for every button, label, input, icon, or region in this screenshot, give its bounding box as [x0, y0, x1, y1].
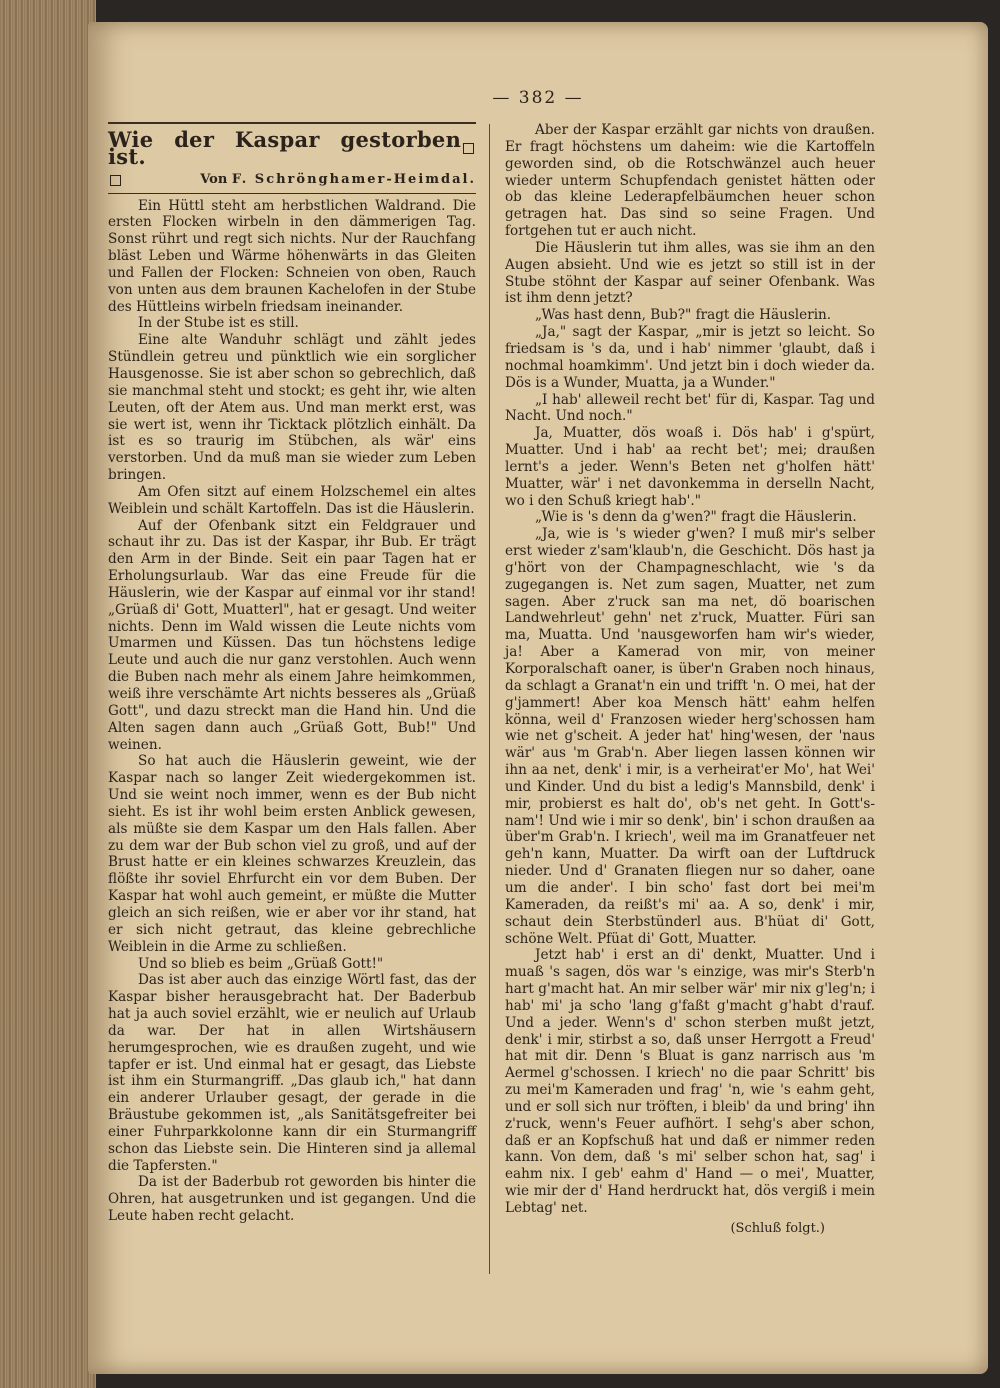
paragraph: „I hab' alleweil recht bet' für di, Kaspar. Tag und Nacht. Und noch.": [505, 391, 875, 425]
paragraph: „Wie is 's denn da g'wen?" fragt die Häuslerin.: [535, 509, 857, 526]
top-rule: [108, 122, 476, 124]
paragraph: Eine alte Wanduhr schlägt und zählt jedes Stündlein getreu und pünktlich wie ein sorglicher Hausgenosse. Sie ist aber schon so gebrechlich, daß sie manchmal steht und stockt; es geht ihr, wie alten Leuten, oft der Atem aus. Und man merkt erst, was sie wert ist, wenn ihr Ticktack plötzlich einhält. Da ist es so traurig im Stübchen, als wär' eins verstorben. Und da muß man sie wieder zum Leben bringen.: [108, 332, 476, 484]
paragraph: „Was hast denn, Bub?" fragt die Häuslerin.: [535, 307, 832, 324]
paragraph: Ja, Muatter, dös woaß i. Dös hab' i g'spürt, Muatter. Und i hab' aa recht bet'; mei; draußen lernt's a jeder. Wenn's Beten net g'holfen hätt' Muatter, wär' i net davonkemma in derselln Nacht, wo i den Schuß kriegt hab'.": [505, 425, 875, 509]
byline-author: F. Schrönghamer-Heimdal.: [231, 171, 476, 187]
paragraph: So hat auch die Häuslerin geweint, wie der Kaspar nach so langer Zeit wiedergekommen ist. Und sie weint noch immer, wenn es der Bub nicht sieht. Es ist ihr wohl beim ersten Anblick gewesen, als müßte sie dem Kaspar um den Hals fallen. Aber zu dem war der Bub schon viel zu groß, und auf der Brust hatte er ein kleines schwarzes Kreuzlein, das flößte ihr soviel Ehrfurcht ein vor dem Buben. Der Kaspar hat wohl auch gemeint, er müßte die Mutter gleich an sich reißen, wie er aber vor ihr stand, hat er sich nicht getraut, das kleine gebrechliche Weiblein in die Arme zu schließen.: [108, 753, 476, 955]
closing-note: (Schluß folgt.): [730, 1220, 825, 1236]
paragraph: „Ja," sagt der Kaspar, „mir is jetzt so leicht. So friedsam is 's da, und i hab' nimmer 'glaubt, daß i nochmal hoamkimm'. Und jetzt bin i doch wieder da. Dös is a Wunder, Muatta, ja a Wunder.": [505, 324, 875, 391]
byline-prefix: Von: [200, 171, 228, 187]
book-page-edges: [0, 0, 96, 1388]
right-column: [505, 122, 875, 1238]
title-row: [108, 127, 476, 169]
paragraph: In der Stube ist es still.: [138, 315, 299, 332]
paragraph: Aber der Kaspar erzählt gar nichts von draußen. Er fragt höchstens um daheim: wie die Kartoffeln geworden sind, ob die Rotschwänzel auch heuer wieder unterm Schupfendach genistet hätten oder ob das kleine Lederapfelbäumchen heuer schon getragen hat. Das sind so seine Fragen. Und fortgehen tut er auch nicht.: [505, 122, 875, 240]
paragraph: Ein Hüttl steht am herbstlichen Waldrand. Die ersten Flocken wirbeln in den dämmerigen Tag. Sonst rührt und regt sich nichts. Nur der Rauchfang bläst Leben und Wärme höhenwärts in das Gleiten und Fallen der Flocken: Schneien von oben, Rauch von unten aus dem braunen Kachelofen in der Stube des Hüttleins wirbeln friedsam ineinander.: [108, 197, 476, 315]
article-title: Wie der Kaspar gestorben ist.: [108, 127, 462, 169]
page-number: — 382 —: [492, 88, 584, 108]
paragraph: Und so blieb es beim „Grüaß Gott!": [138, 955, 384, 972]
paragraph: Am Ofen sitzt auf einem Holzschemel ein altes Weiblein und schält Kartoffeln. Das ist die Häuslerin.: [108, 483, 476, 517]
paragraph: Auf der Ofenbank sitzt ein Feldgrauer und schaut ihr zu. Das ist der Kaspar, ihr Bub. Er trägt den Arm in der Binde. Seit ein paar Tagen hat er Erholungsurlaub. War das eine Freude für die Häuslerin, wie der Kaspar auf einmal vor ihr stand! „Grüaß di' Gott, Muatterl", hat er gesagt. Und weiter nichts. Denn im Wald wissen die Leute nichts vom Umarmen und Küssen. Das tun höchstens ledige Leute und auch die nur ganz verstohlen. Auch wenn die Buben nach mehr als einem Jahre heimkommen, weiß ihre verschämte Art nichts besseres als „Grüaß Gott", und dazu streckt man die Hand hin. Und die Alten sagen dann auch „Grüaß Gott, Bub!" Und weinen.: [108, 517, 476, 753]
paragraph: „Ja, wie is 's wieder g'wen? I muß mir's selber erst wieder z'sam'klaub'n, die Geschicht. Dös hast ja g'hört von der Champagneschlacht, wie 's da zugegangen is. Net zum sagen, Muatter, net zum sagen. Aber z'ruck san ma net, dö boarischen Landwehrleut' gehn' net z'ruck, Muatter. Füri san ma, Muatta. Und 'nausgeworfen ham wir's wieder, ja! Aber a Kamerad von mir, von meiner Korporalschaft oaner, is über'n Graben noch hinaus, da schlagt a Granat'n ein und trifft 'n. O mei, hat der g'jammert! Aber koa Mensch hätt' eahm helfen könna, weil d' Franzosen wieder herg'schossen ham wie net g'scheit. A jeder hat' hing'wesen, der 'naus wär' aus 'm Grab'n. Aber liegen lassen können wir ihn aa net, denk' i mir, is a verheirat'er Mo', hat Wei' und Kinder. Und du bist a ledig's Mannsbild, denk' i mir, probierst es halt do', ob's net geht. In Gott's-nam'! Und wie i mir so denk', bin' i schon draußen aa über'm Grab'n. I kriech', weil ma im Granatfeuer net geh'n kann, Muatter. Da wirft oan der Luftdruck nieder. Und d' Granaten fliegen nur so daher, oane um die ander'. I bin scho' fast dort bei mei'm Kameraden, da reißt's mi' aa. A so, denk' i mir, schaut dein Sterbstünderl aus. B'hüat di' Gott, schöne Welt. Pfüat di' Gott, Muatter.: [505, 526, 875, 947]
ornament-box-icon: [110, 175, 121, 186]
byline-row: [108, 172, 476, 189]
paragraph: Jetzt hab' i erst an di' denkt, Muatter. Und i muaß 's sagen, dös war 's einzige, was mir's Sterb'n hart g'macht hat. An mir selber wär' mir nix g'leg'n; i hab' mi' ja scho 'lang g'faßt g'macht g'habt d'rauf. Und a jeder. Wenn's d' schon sterben mußt jetzt, denk' i mir, stirbst a so, daß unser Herrgott a Freud' hat mit dir. Denn 's Bluat is ganz narrisch aus 'm Aermel g'schossen. I kriech' no die paar Schritt' bis zu mei'm Kameraden und frag' 'n, wie 's eahm geht, und er soll sich nur tröften, i bleib' da und bring' ihn z'ruck, wenn's Feuer aufhört. I sehg's aber schon, daß er an Kopfschuß hat und daß er nimmer reden kann. Von dem, daß 's mi' selber schon hat, sag' i eahm nix. I geb' eahm d' Hand — o mei', Muatter, wie mir der d' Hand herdruckt hat, dös vergiß i mein Lebtag' net.: [505, 947, 875, 1216]
column-divider: [489, 124, 490, 1274]
byline: [200, 172, 476, 189]
ornament-box-icon: [463, 143, 474, 154]
paragraph: Die Häuslerin tut ihm alles, was sie ihm an den Augen absieht. Und wie es jetzt so still ist in der Stube stöhnt der Kaspar auf seiner Ofenbank. Was ist ihm denn jetzt?: [505, 239, 875, 307]
byline-rule: [108, 193, 476, 194]
paragraph: Das ist aber auch das einzige Wörtl fast, das der Kaspar bisher herausgebracht hat. Der Baderbub hat ja auch soviel erzählt, wie er neulich auf Urlaub da war. Der hat in allen Wirtshäusern herumgesprochen, wie es draußen zugeht, und wie tapfer er ist. Und einmal hat er gesagt, das Liebste ist ihm ein Sturmangriff. „Das glaub ich," hat dann ein anderer Urlauber gesagt, der gerade in die Bräustube gekommen ist, „als Sanitätsgefreiter bei einer Fuhrparkkolonne kann dir ein Sturmangriff schon das Liebste sein. Die Hinteren sind ja allemal die Tapfersten.": [108, 972, 476, 1174]
paragraph: Da ist der Baderbub rot geworden bis hinter die Ohren, hat ausgetrunken und ist gegangen. Und die Leute haben recht gelacht.: [108, 1174, 476, 1225]
left-column: [108, 122, 476, 1225]
